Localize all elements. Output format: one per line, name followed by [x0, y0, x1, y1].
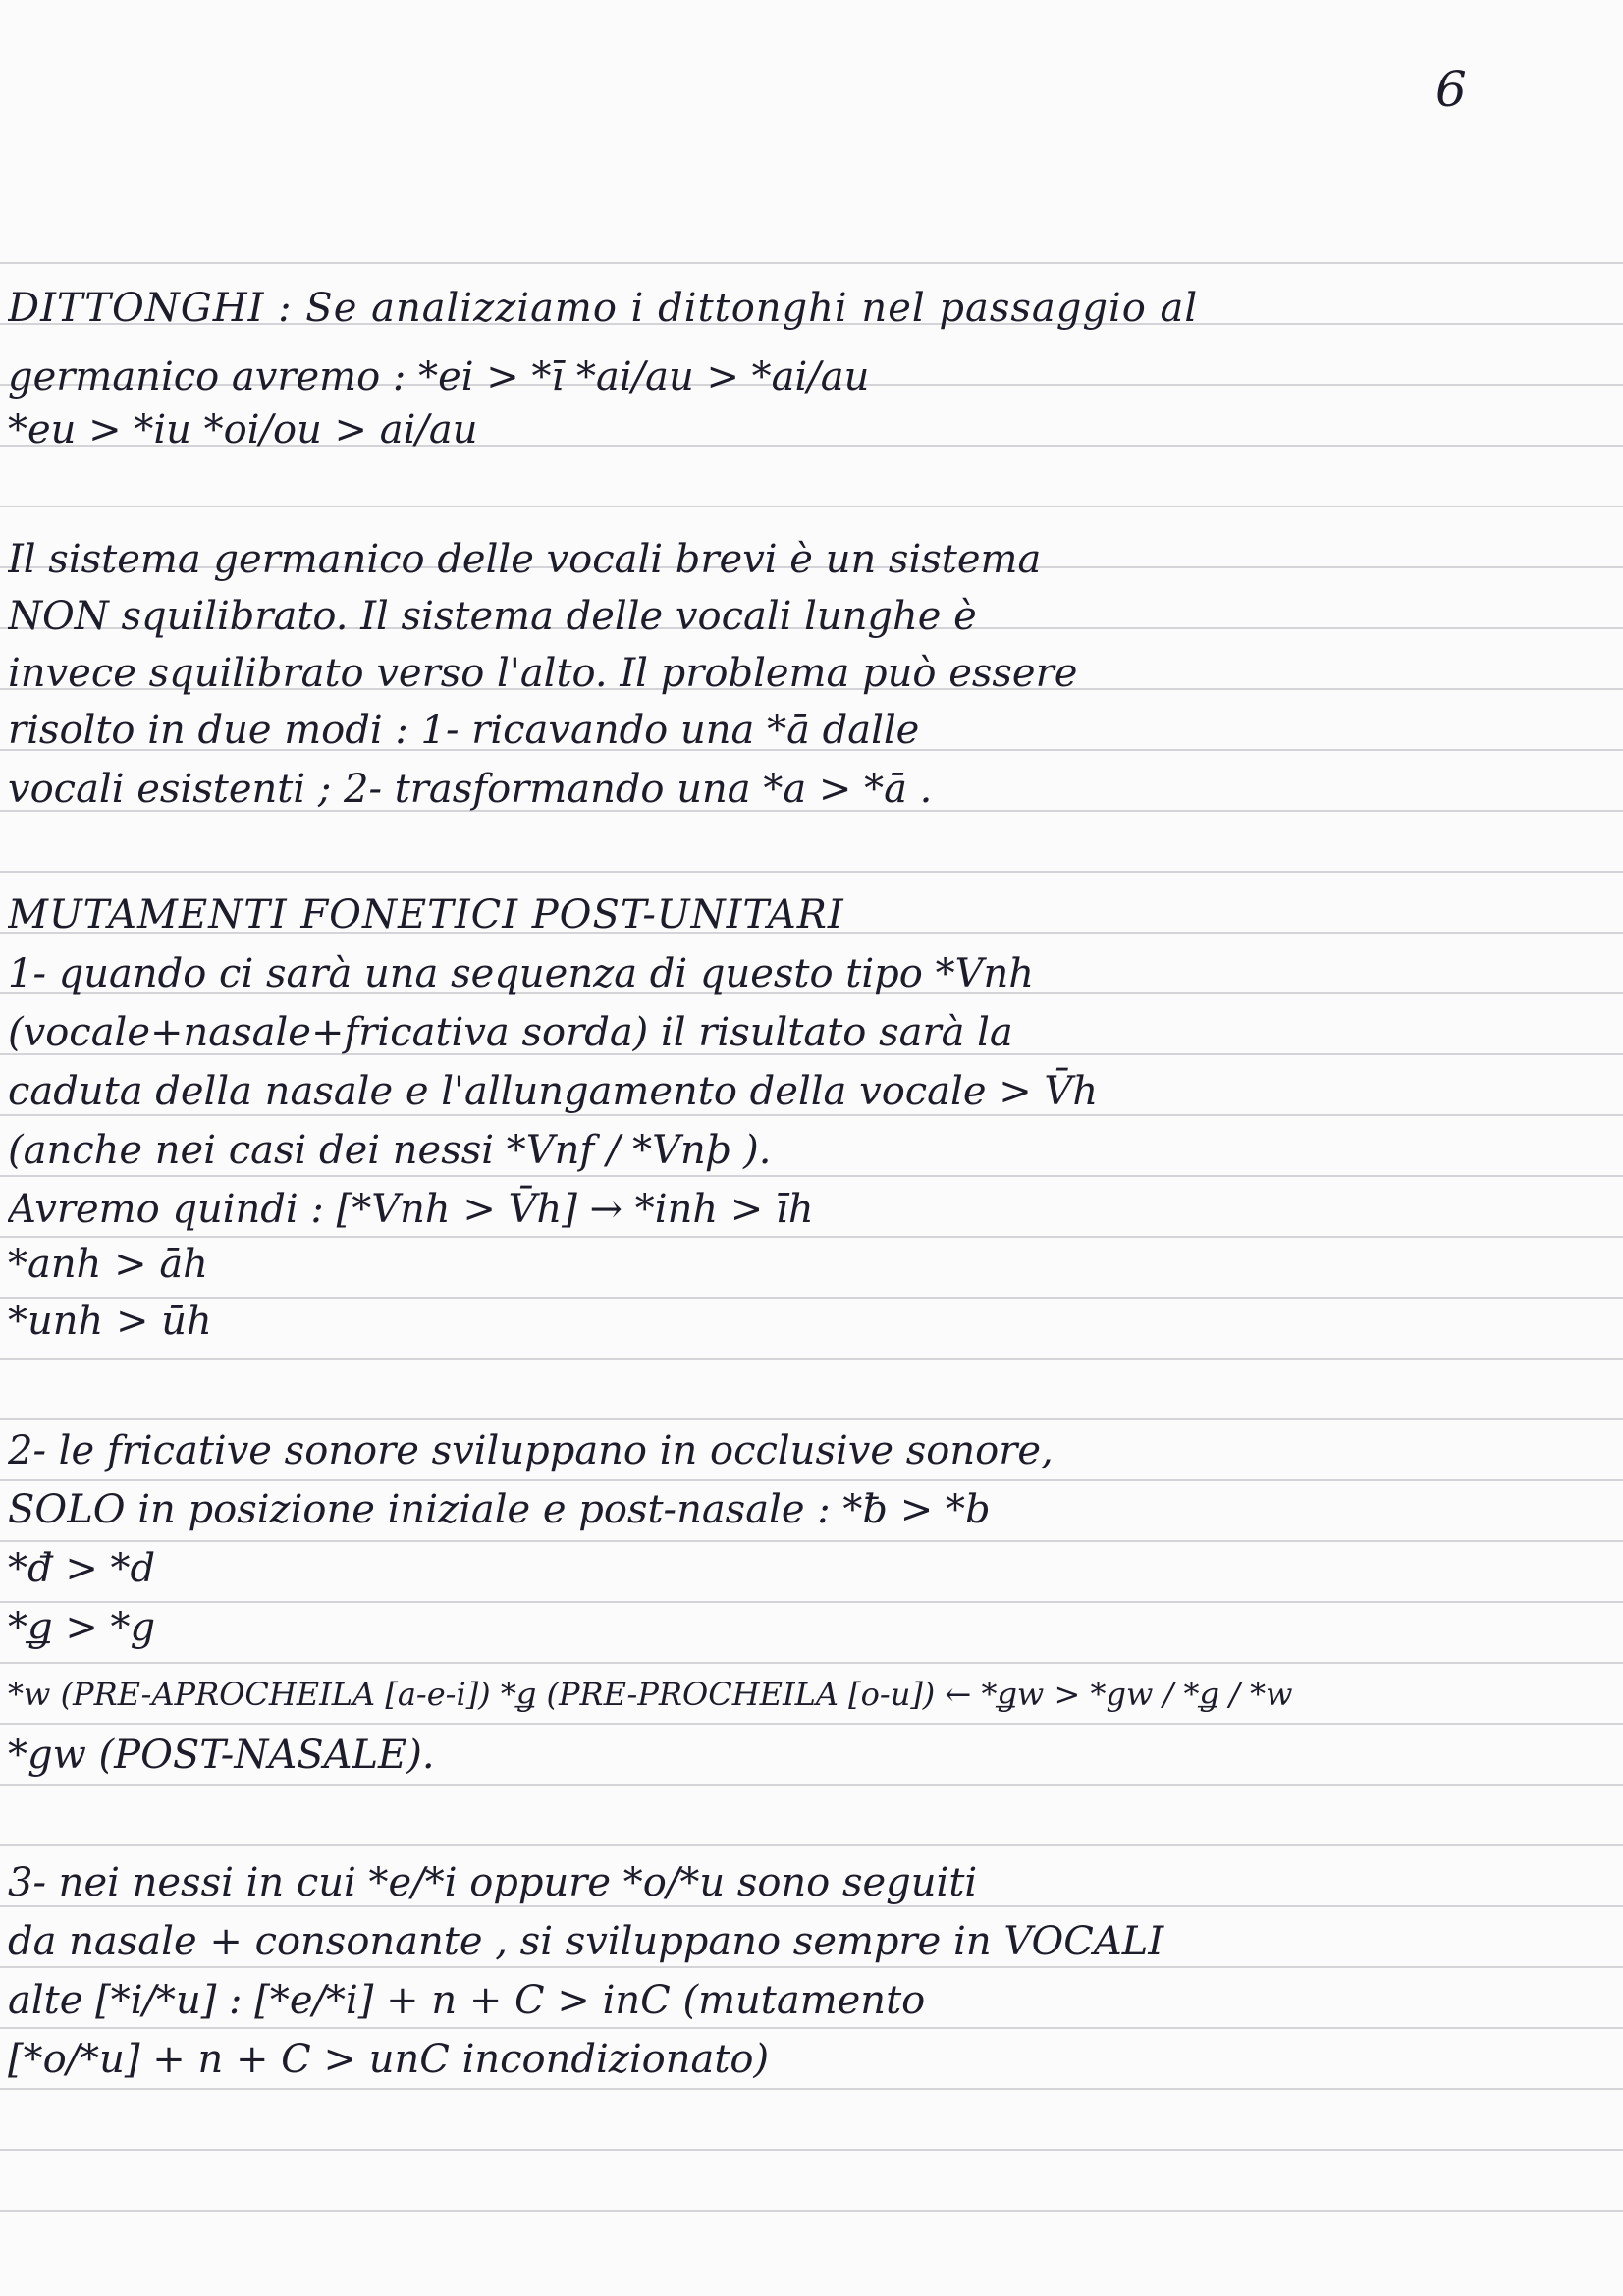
note-line: 1- quando ci sarà una sequenza di questo tipo *Vnh — [8, 951, 1034, 996]
note-line: *gw (POST-NASALE). — [8, 1733, 435, 1778]
note-line: DITTONGHI : Se analizziamo i dittonghi nel passaggio al — [8, 286, 1199, 331]
note-line: NON squilibrato. Il sistema delle vocali lunghe è — [8, 594, 977, 639]
note-line: *unh > ūh — [8, 1299, 212, 1344]
note-line: *eu > *iu *oi/ou > ai/au — [8, 407, 478, 453]
note-line: 3- nei nessi in cui *e/*i oppure *o/*u sono seguiti — [8, 1860, 978, 1905]
note-line: 2- le fricative sonore sviluppano in occlusive sonore, — [8, 1428, 1054, 1473]
section-heading: MUTAMENTI FONETICI POST-UNITARI — [8, 892, 844, 937]
note-line: SOLO in posizione iniziale e post-nasale : *ƀ > *b — [8, 1487, 991, 1532]
note-line: *anh > āh — [8, 1242, 208, 1287]
note-line: (anche nei casi dei nessi *Vnf / *Vnþ ). — [8, 1128, 772, 1173]
note-line: risolto in due modi : 1- ricavando una *ā dalle — [8, 708, 920, 753]
note-line: germanico avremo : *ei > *ī *ai/au > *ai/au — [8, 354, 870, 400]
note-line: *w (PRE-APROCHEILA [a-e-i]) *ǥ (PRE-PROCHEILA [o-u]) ← *ǥw > *gw / *ǥ / *w — [8, 1676, 1293, 1713]
note-line: invece squilibrato verso l'alto. Il problema può essere — [8, 651, 1078, 696]
note-line: alte [*i/*u] : [*e/*i] + n + C > inC (mutamento — [8, 1978, 926, 2023]
note-line: (vocale+nasale+fricativa sorda) il risultato sarà la — [8, 1010, 1013, 1055]
note-line: [*o/*u] + n + C > unC incondizionato) — [8, 2037, 770, 2082]
note-line: Avremo quindi : [*Vnh > V̄h] → *inh > īh — [8, 1187, 814, 1232]
note-line: *ǥ > *g — [8, 1605, 156, 1650]
page-number: 6 — [1435, 61, 1467, 118]
note-line: da nasale + consonante , si sviluppano sempre in VOCALI — [8, 1919, 1164, 1964]
note-line: caduta della nasale e l'allungamento della vocale > V̄h — [8, 1069, 1099, 1114]
note-line: vocali esistenti ; 2- trasformando una *a > *ā . — [8, 767, 933, 812]
note-line: Il sistema germanico delle vocali brevi è un sistema — [8, 537, 1042, 582]
note-line: *đ > *d — [8, 1546, 156, 1591]
